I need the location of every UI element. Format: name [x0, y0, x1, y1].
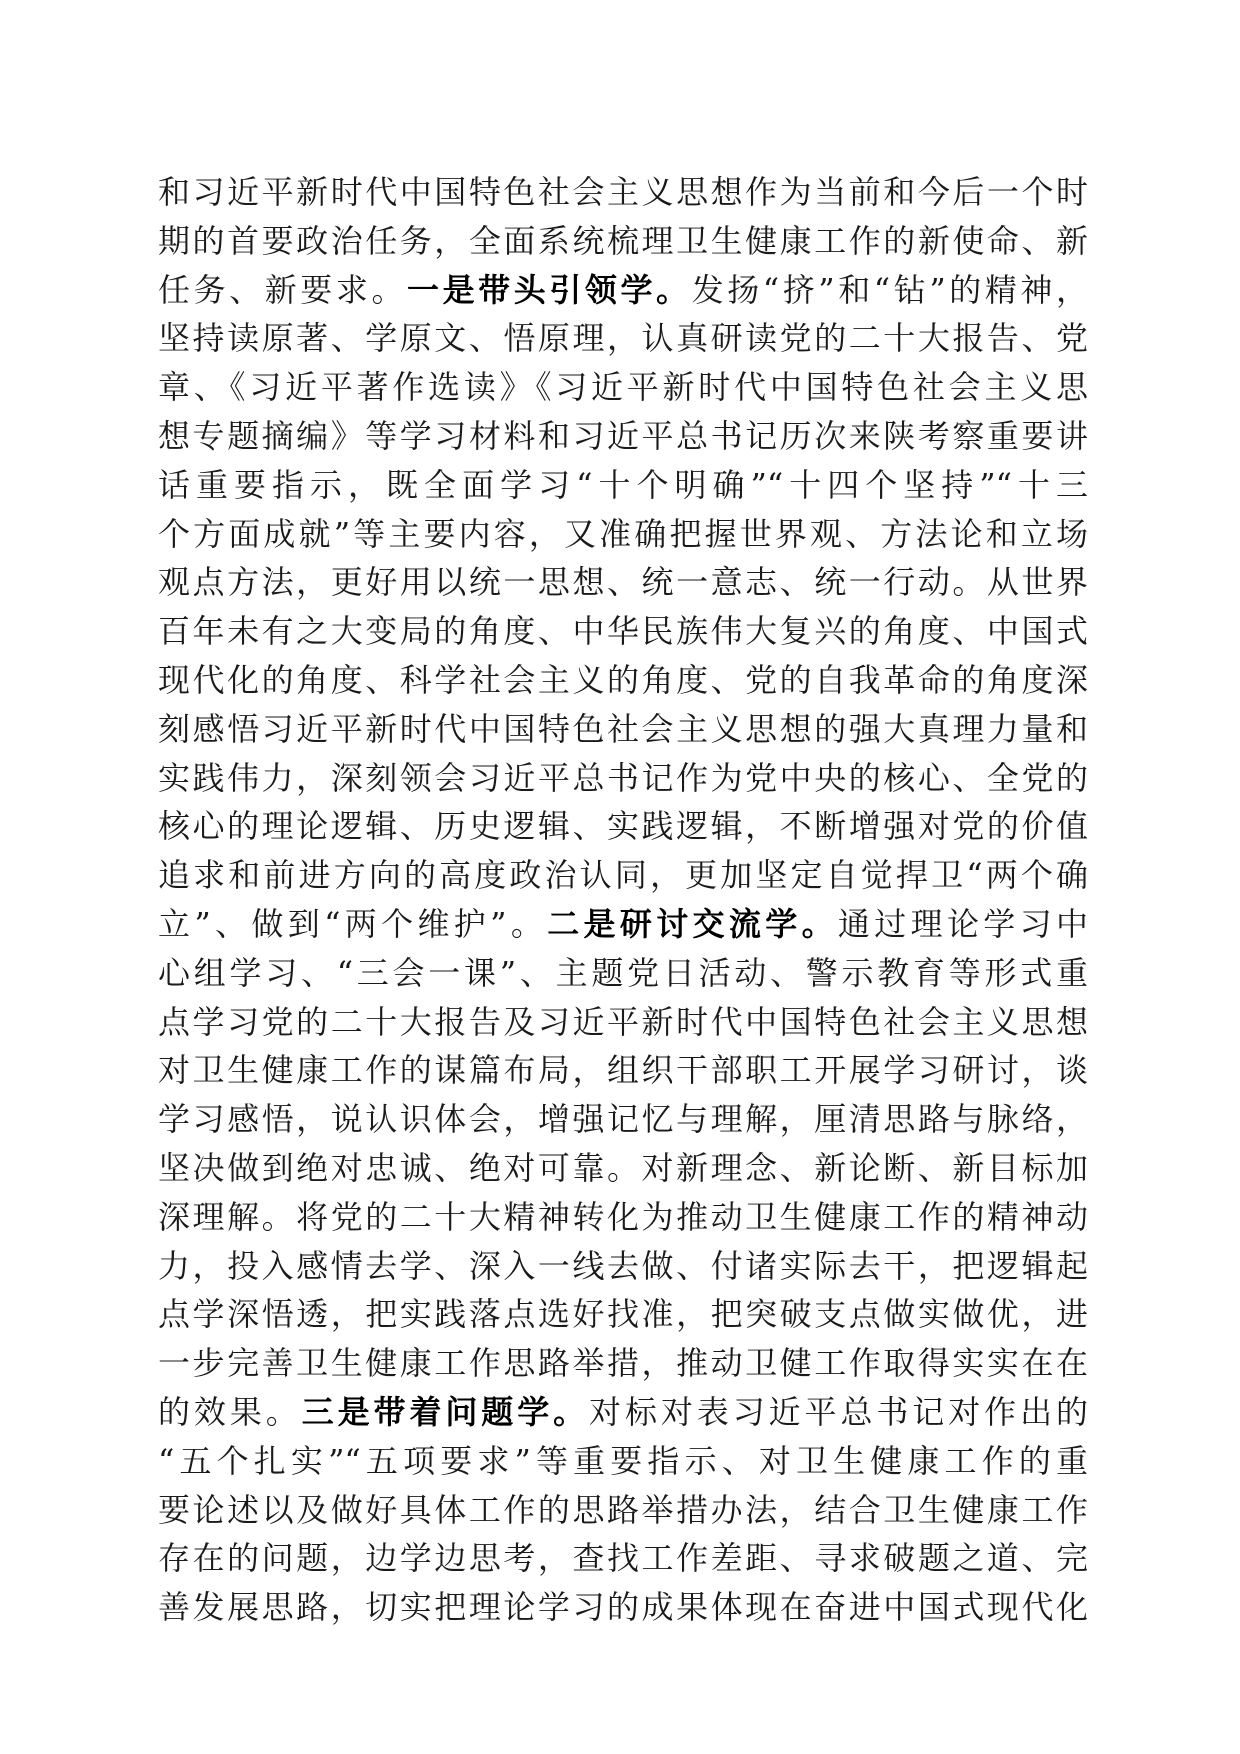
text-segment: 的效果。 [158, 1392, 302, 1431]
text-line [158, 1193, 1088, 1242]
text-line [158, 168, 1088, 217]
bold-heading-phrase: 二是研讨交流学。 [547, 904, 838, 943]
text-segment: 对标对表习近平总书记对作出的 [589, 1392, 1088, 1431]
text-segment: 一步完善卫生健康工作思路举措，推动卫健工作取得实实在在 [158, 1344, 1088, 1383]
text-segment: 坚持读原著、学原文、悟原理，认真研读党的二十大报告、党 [158, 319, 1088, 358]
text-line [158, 607, 1088, 656]
text-segment: 发扬“挤”和“钻”的精神， [691, 270, 1088, 309]
text-line [158, 998, 1088, 1047]
text-line [158, 949, 1088, 998]
text-line [158, 1339, 1088, 1388]
text-line [158, 1534, 1088, 1583]
text-segment: 章、《习近平著作选读》《习近平新时代中国特色社会主义思 [158, 368, 1088, 407]
text-segment: 个方面成就”等主要内容，又准确把握世界观、方法论和立场 [158, 514, 1088, 553]
text-segment: 力，投入感情去学、深入一线去做、付诸实际去干，把逻辑起 [158, 1246, 1088, 1285]
text-segment: 立”、做到“两个维护”。 [158, 904, 548, 943]
text-line [158, 754, 1088, 803]
text-line [158, 461, 1088, 510]
text-segment: 实践伟力，深刻领会习近平总书记作为党中央的核心、全党的 [158, 758, 1088, 797]
text-line [158, 1388, 1088, 1437]
text-segment: 心组学习、“三会一课”、主题党日活动、警示教育等形式重 [158, 953, 1088, 992]
text-segment: 观点方法，更好用以统一思想、统一意志、统一行动。从世界 [158, 563, 1088, 602]
text-line [158, 705, 1088, 754]
text-segment: 话重要指示，既全面学习“十个明确”“十四个坚持”“十三 [158, 465, 1088, 504]
text-segment: “五个扎实”“五项要求”等重要指示、对卫生健康工作的重 [158, 1441, 1088, 1480]
text-line [158, 851, 1088, 900]
text-line [158, 558, 1088, 607]
bold-heading-phrase: 三是带着问题学。 [301, 1392, 590, 1431]
text-segment: 要论述以及做好具体工作的思路举措办法，结合卫生健康工作 [158, 1490, 1088, 1529]
text-line [158, 656, 1088, 705]
text-segment: 想专题摘编》等学习材料和习近平总书记历次来陕考察重要讲 [158, 416, 1088, 455]
text-line [158, 1486, 1088, 1535]
text-line [158, 1144, 1088, 1193]
text-line [158, 314, 1088, 363]
text-segment: 现代化的角度、科学社会主义的角度、党的自我革命的角度深 [158, 660, 1088, 699]
text-segment: 期的首要政治任务，全面系统梳理卫生健康工作的新使命、新 [158, 221, 1088, 260]
text-segment: 深理解。将党的二十大精神转化为推动卫生健康工作的精神动 [158, 1197, 1088, 1236]
text-line [158, 217, 1088, 266]
text-segment: 百年未有之大变局的角度、中华民族伟大复兴的角度、中国式 [158, 612, 1088, 651]
text-line [158, 266, 1088, 315]
text-segment: 追求和前进方向的高度政治认同，更加坚定自觉捍卫“两个确 [158, 856, 1088, 895]
text-segment: 核心的理论逻辑、历史逻辑、实践逻辑，不断增强对党的价值 [158, 807, 1088, 846]
text-segment: 坚决做到绝对忠诚、绝对可靠。对新理念、新论断、新目标加 [158, 1148, 1088, 1187]
text-line [158, 1583, 1088, 1632]
text-line [158, 363, 1088, 412]
text-segment: 和习近平新时代中国特色社会主义思想作为当前和今后一个时 [158, 173, 1088, 211]
text-segment: 点学深悟透，把实践落点选好找准，把突破支点做实做优，进 [158, 1295, 1088, 1334]
text-line [158, 412, 1088, 461]
text-segment: 任务、新要求。 [158, 270, 408, 309]
text-segment: 存在的问题，边学边思考，查找工作差距、寻求破题之道、完 [158, 1539, 1088, 1578]
text-segment: 通过理论学习中 [837, 904, 1088, 943]
text-segment: 学习感悟，说认识体会，增强记忆与理解，厘清思路与脉络， [158, 1100, 1088, 1139]
text-segment: 善发展思路，切实把理论学习的成果体现在奋进中国式现代化 [158, 1588, 1088, 1627]
text-line [158, 1242, 1088, 1291]
text-line [158, 900, 1088, 949]
text-line [158, 510, 1088, 559]
text-line [158, 802, 1088, 851]
text-line [158, 1290, 1088, 1339]
text-line [158, 1437, 1088, 1486]
text-segment: 点学习党的二十大报告及习近平新时代中国特色社会主义思想 [158, 1002, 1088, 1041]
text-line [158, 1046, 1088, 1095]
bold-heading-phrase: 一是带头引领学。 [407, 270, 692, 309]
text-segment: 对卫生健康工作的谋篇布局，组织干部职工开展学习研讨，谈 [158, 1051, 1088, 1090]
text-segment: 刻感悟习近平新时代中国特色社会主义思想的强大真理力量和 [158, 709, 1088, 748]
text-line [158, 1095, 1088, 1144]
document-body [158, 168, 1088, 1632]
